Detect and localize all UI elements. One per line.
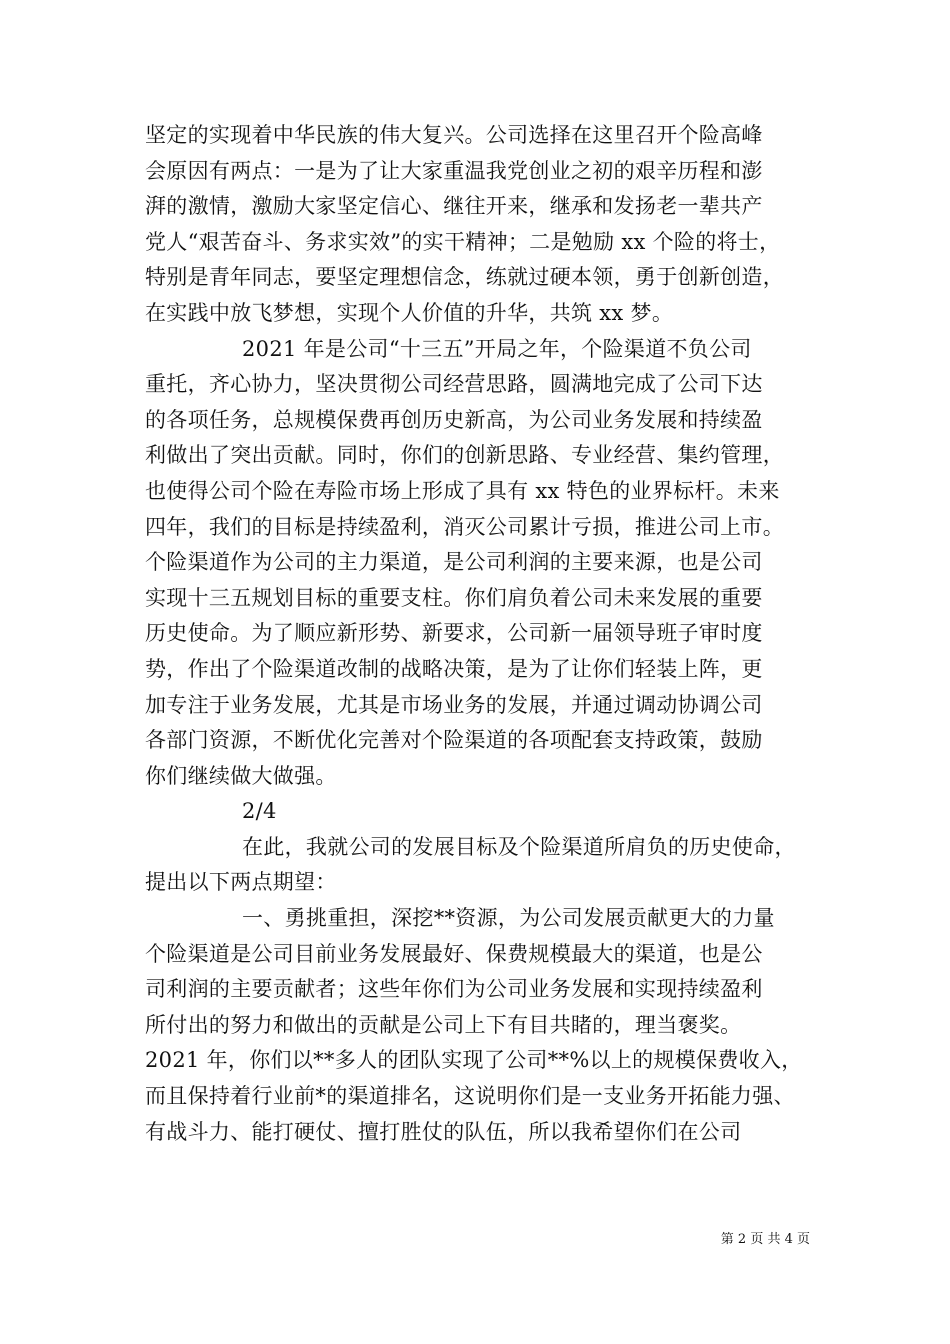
document-body: [145, 118, 807, 1150]
text-line: 利做出了突出贡献。同时，你们的创新思路、专业经营、集约管理，: [145, 443, 784, 468]
text-line: 司利润的主要贡献者；这些年你们为公司业务发展和实现持续盈利: [145, 977, 763, 1002]
text-line: 所付出的努力和做出的贡献是公司上下有目共睹的，理当褒奖。: [145, 1012, 742, 1037]
text-line: 重托，齐心协力，坚决贯彻公司经营思路，圆满地完成了公司下达: [145, 372, 763, 397]
text-line: 个险渠道是公司目前业务发展最好、保费规模最大的渠道，也是公: [145, 941, 763, 966]
paragraph-first-line: 在此，我就公司的发展目标及个险渠道所肩负的历史使命，: [242, 834, 796, 859]
text-line: 在实践中放飞梦想，实现个人价值的升华，共筑 xx 梦。: [145, 300, 674, 325]
text-line: 加专注于业务发展，尤其是市场业务的发展，并通过调动协调公司: [145, 692, 763, 717]
text-line: 党人“艰苦奋斗、务求实效”的实干精神；二是勉励 xx 个险的将士，: [145, 229, 781, 254]
text-line: 有战斗力、能打硬仗、擅打胜仗的队伍，所以我希望你们在公司: [145, 1119, 742, 1144]
inline-page-marker: 2/4: [242, 799, 277, 824]
text-line: 势，作出了个险渠道改制的战略决策，是为了让你们轻装上阵，更: [145, 656, 763, 681]
text-line: 历史使命。为了顺应新形势、新要求，公司新一届领导班子审时度: [145, 621, 763, 646]
text-line: 实现十三五规划目标的重要支柱。你们肩负着公司未来发展的重要: [145, 585, 763, 610]
text-line: 2021 年，你们以**多人的团队实现了公司**%以上的规模保费收入，: [145, 1048, 803, 1073]
text-line: 湃的激情，激励大家坚定信心、继往开来，继承和发扬老一辈共产: [145, 194, 763, 219]
text-line: 坚定的实现着中华民族的伟大复兴。公司选择在这里召开个险高峰: [145, 123, 763, 147]
text-line: 提出以下两点期望：: [145, 870, 337, 895]
page-number-footer: 第 2 页 共 4 页: [720, 1232, 810, 1247]
text-line: 四年，我们的目标是持续盈利，消灭公司累计亏损，推进公司上市。: [145, 514, 784, 539]
text-line: 的各项任务，总规模保费再创历史新高，为公司业务发展和持续盈: [145, 407, 763, 432]
text-line: 个险渠道作为公司的主力渠道，是公司利润的主要来源，也是公司: [145, 550, 763, 575]
text-line: 你们继续做大做强。: [145, 763, 337, 788]
text-line: 特别是青年同志，要坚定理想信念，练就过硬本领，勇于创新创造，: [145, 265, 784, 290]
text-line: 而且保持着行业前*的渠道排名，这说明你们是一支业务开拓能力强、: [145, 1084, 795, 1109]
text-line: 各部门资源，不断优化完善对个险渠道的各项配套支持政策，鼓励: [145, 728, 763, 753]
section-heading: 一、勇挑重担，深挖**资源，为公司发展贡献更大的力量: [242, 906, 775, 931]
text-line: 会原因有两点：一是为了让大家重温我党创业之初的艰辛历程和澎: [145, 158, 763, 183]
text-line: 也使得公司个险在寿险市场上形成了具有 xx 特色的业界标杆。未来: [145, 478, 780, 503]
paragraph-first-line: 2021 年是公司“十三五”开局之年，个险渠道不负公司: [242, 336, 752, 361]
